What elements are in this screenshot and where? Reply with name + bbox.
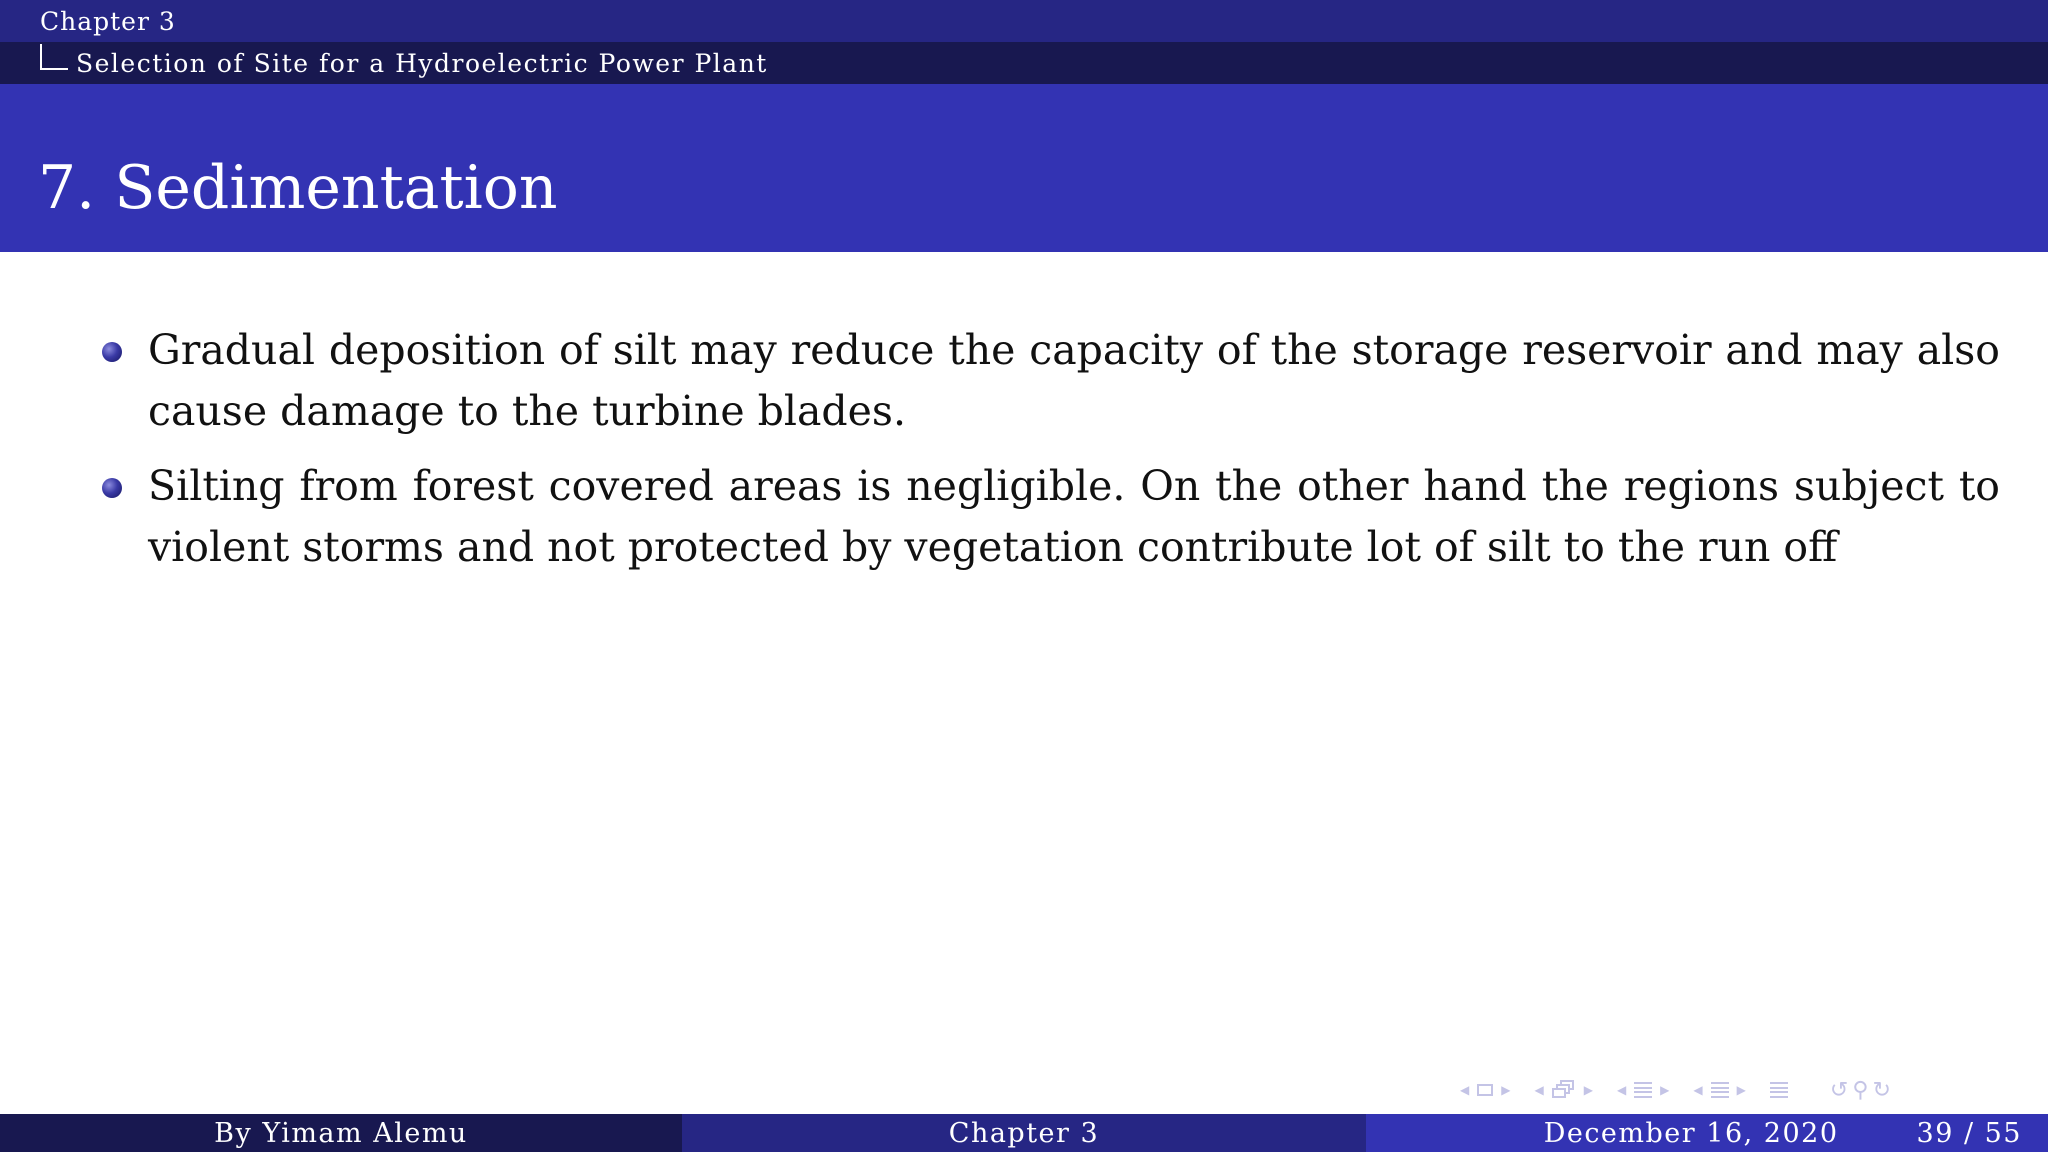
header-subsection-bar: [0, 42, 2048, 84]
footer-title: Chapter 3: [948, 1117, 1100, 1149]
header-subsection-title[interactable]: Selection of Site for a Hydroelectric Power Plant: [76, 48, 768, 78]
nav-search-icon[interactable]: ⚲: [1852, 1077, 1869, 1103]
bullet-ball-icon: [102, 342, 122, 362]
nav-forward-icon[interactable]: ↻: [1872, 1077, 1891, 1103]
nav-next-arrow-icon[interactable]: ▶: [1583, 1083, 1593, 1097]
nav-frames-icon[interactable]: [1552, 1080, 1576, 1100]
footer-author: By Yimam Alemu: [214, 1117, 468, 1149]
nav-prev-arrow-icon[interactable]: ◀: [1693, 1083, 1703, 1097]
nav-prev-arrow-icon[interactable]: ◀: [1534, 1083, 1544, 1097]
bullet-text: Silting from forest covered areas is negligible. On the other hand the regions subject to violent storms and not protected by vegetation contribute lot of silt to the run off: [148, 462, 2000, 571]
nav-next-arrow-icon[interactable]: ▶: [1660, 1083, 1670, 1097]
nav-next-arrow-icon[interactable]: ▶: [1501, 1083, 1511, 1097]
header-section-bar: [0, 0, 2048, 42]
footer-date-cell: [1366, 1114, 2048, 1152]
nav-section-group: [1693, 1082, 1745, 1098]
nav-subsection-icon[interactable]: [1634, 1082, 1652, 1098]
nav-toc-group: [1770, 1082, 1788, 1098]
nav-frame-group: [1460, 1083, 1510, 1097]
bullet-item: [100, 456, 2000, 578]
nav-section-icon[interactable]: [1711, 1082, 1729, 1098]
footer-title-cell: [682, 1114, 1366, 1152]
header-section-title[interactable]: Chapter 3: [40, 6, 176, 36]
nav-prev-arrow-icon[interactable]: ◀: [1616, 1083, 1627, 1097]
navigation-symbols: [1460, 1076, 1891, 1104]
bullet-item: [100, 320, 2000, 442]
footer-author-cell: [0, 1114, 682, 1152]
nav-frames-group: [1534, 1080, 1592, 1100]
footer-page-number: 39 / 55: [1916, 1117, 2022, 1149]
footer-date: December 16, 2020: [1543, 1117, 1839, 1149]
nav-prev-arrow-icon[interactable]: ◀: [1460, 1083, 1470, 1097]
footer: [0, 1114, 2048, 1152]
frame-title: 7. Sedimentation: [38, 153, 558, 223]
bullet-list: [100, 320, 2000, 592]
nav-back-icon[interactable]: ↺: [1829, 1077, 1849, 1103]
nav-subsection-group: [1617, 1082, 1669, 1098]
bullet-text: Gradual deposition of silt may reduce the capacity of the storage reservoir and may also cause damage to the turbine blades.: [148, 326, 2000, 435]
nav-toc-icon[interactable]: [1770, 1082, 1788, 1098]
nav-frame-icon[interactable]: [1477, 1084, 1493, 1096]
nav-search-group: [1830, 1078, 1891, 1103]
nav-next-arrow-icon[interactable]: ▶: [1736, 1083, 1746, 1097]
tree-branch-icon: [40, 44, 68, 70]
bullet-ball-icon: [102, 478, 122, 498]
